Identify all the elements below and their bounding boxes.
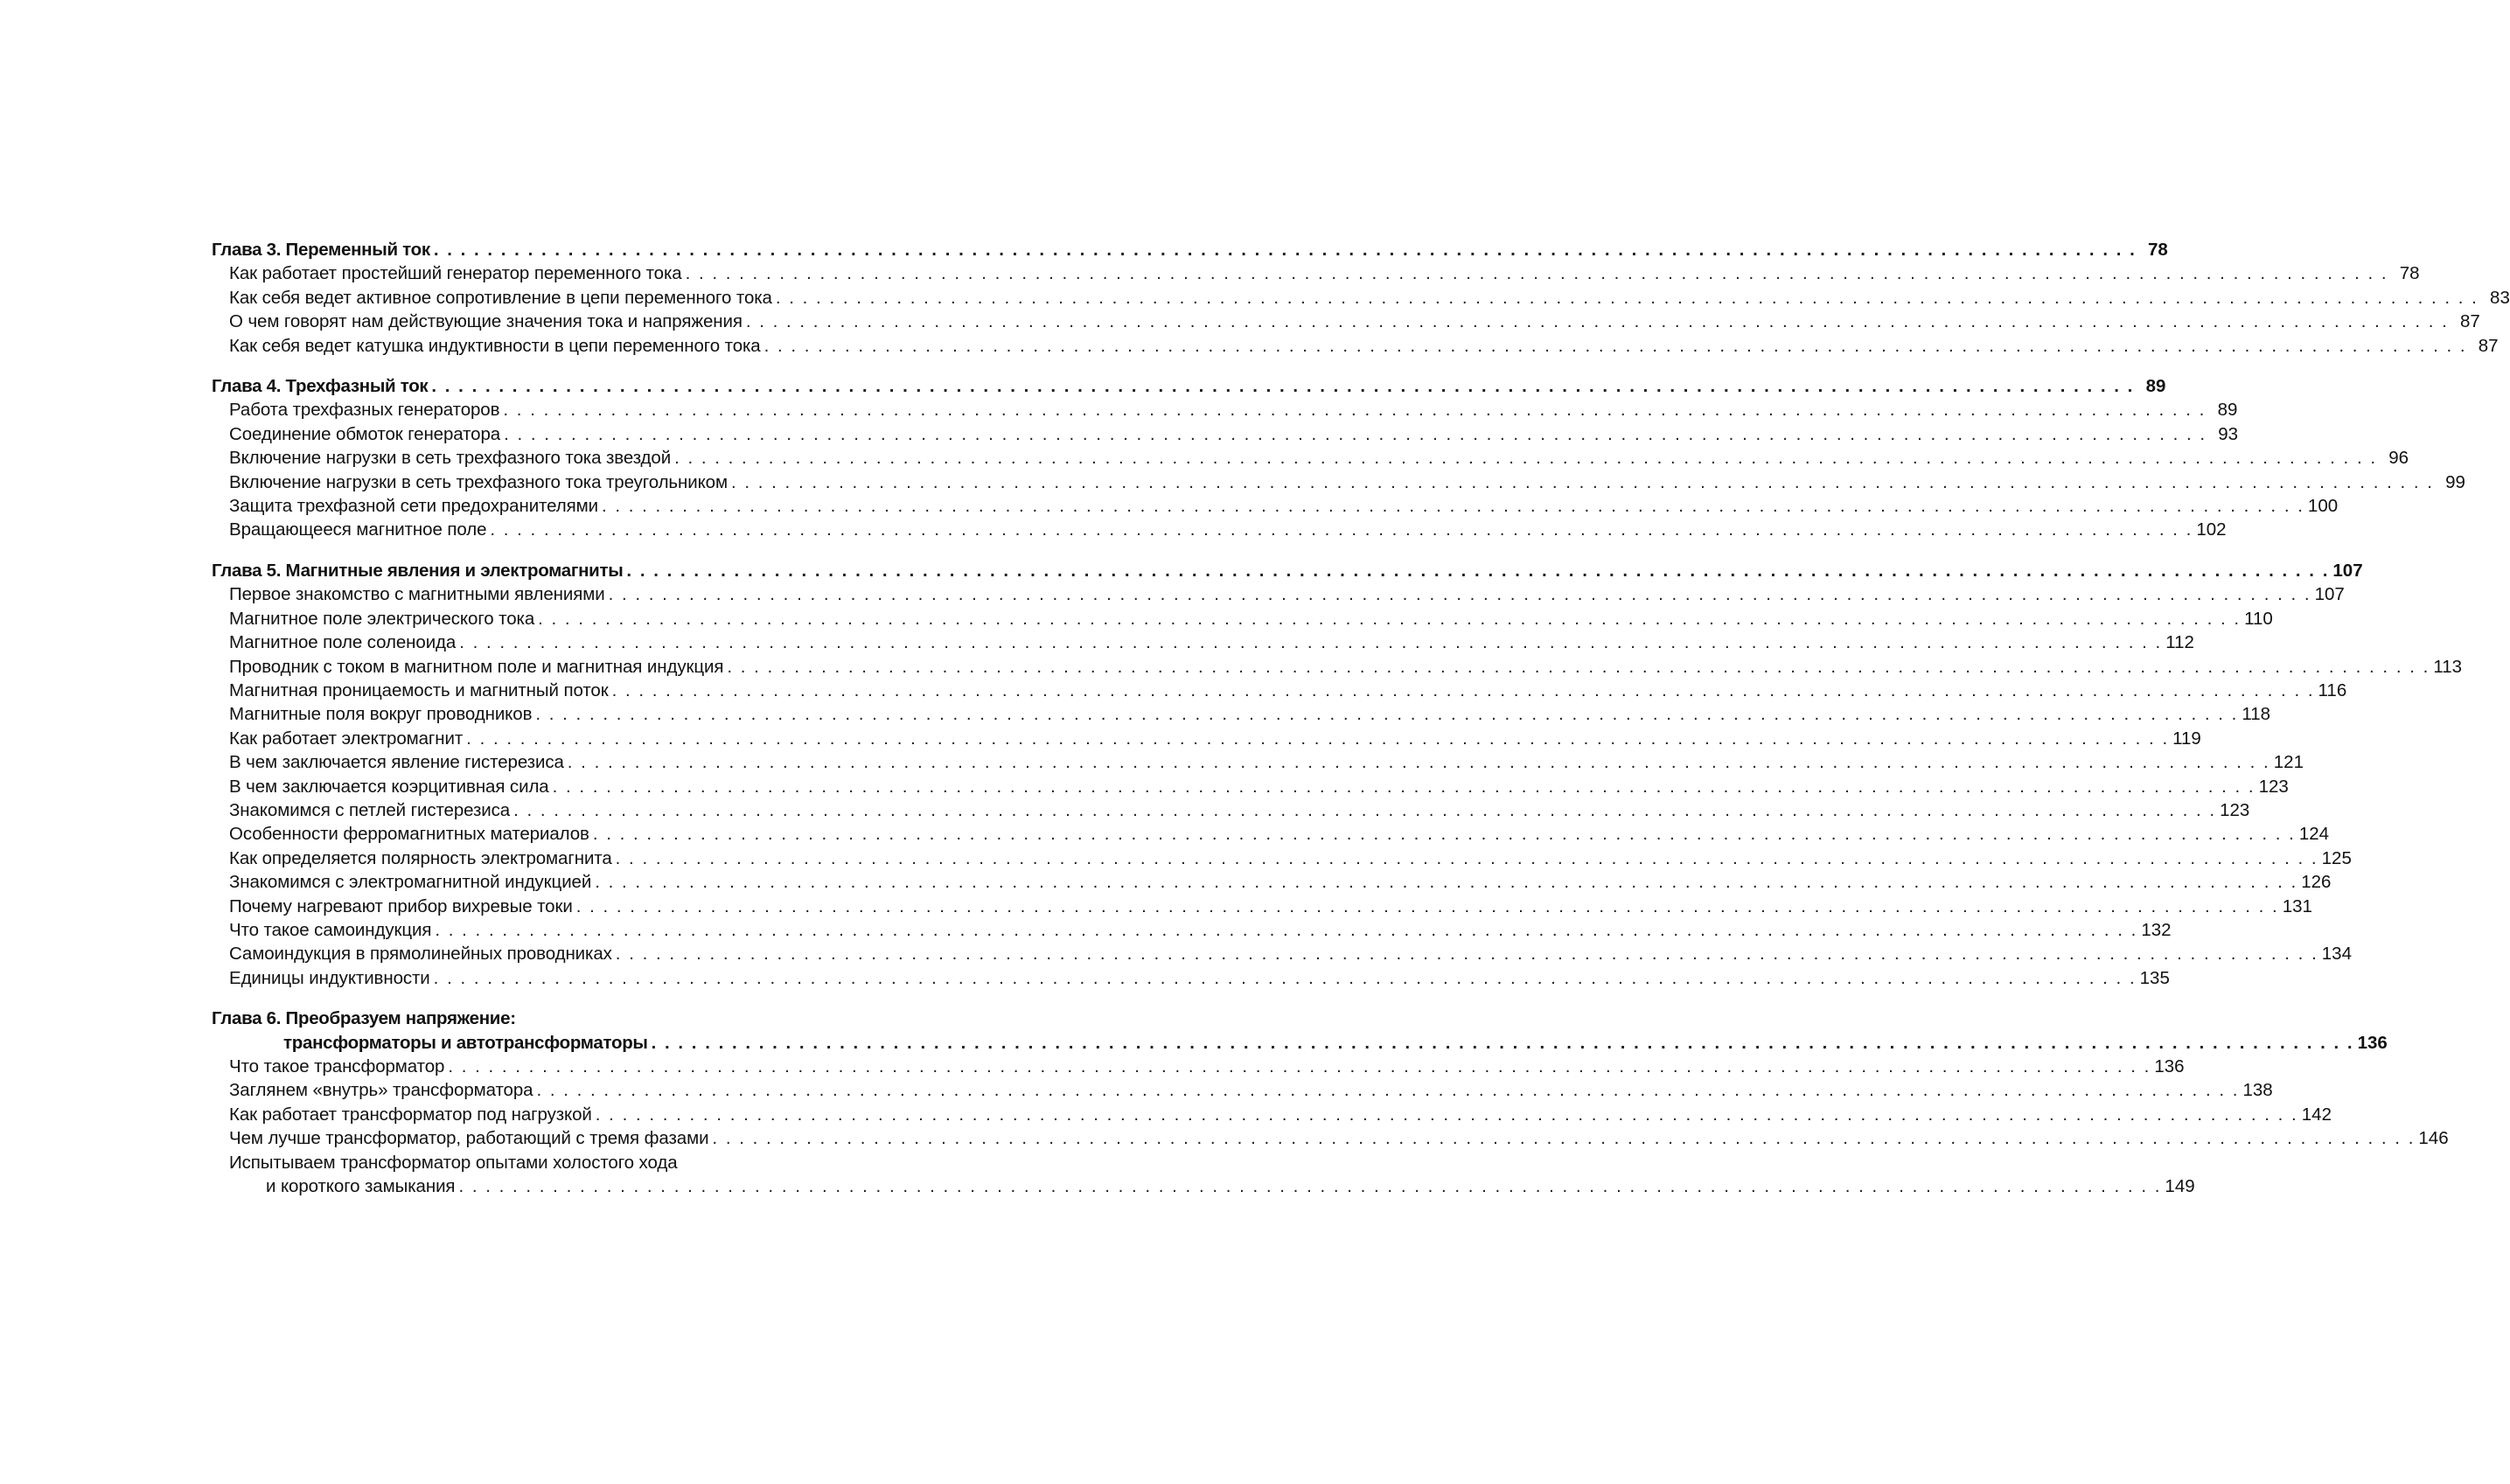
leader-dots xyxy=(431,374,2134,398)
section-title: Испытываем трансформатор опытами холостого хода xyxy=(229,1152,678,1173)
toc-entry xyxy=(212,334,2499,358)
toc-entry xyxy=(212,286,2510,310)
section-title: Соединение обмоток генератора xyxy=(229,423,501,444)
chapter-heading xyxy=(212,1031,2388,1055)
page-number: 99 xyxy=(2445,471,2465,492)
page-number: 87 xyxy=(2460,311,2480,332)
toc-entry xyxy=(212,942,2352,965)
chapter-5 xyxy=(212,559,2462,990)
toc-entry xyxy=(212,966,2170,990)
toc-entry xyxy=(212,1126,2449,1150)
leader-dots xyxy=(435,918,2137,942)
leader-dots xyxy=(626,559,2329,582)
leader-dots xyxy=(674,446,2377,470)
page-number: 100 xyxy=(2307,496,2339,517)
leader-dots xyxy=(616,847,2318,870)
toc-entry xyxy=(212,446,2409,470)
toc-entry xyxy=(212,1078,2273,1102)
page-number: 136 xyxy=(2154,1056,2185,1076)
section-title: Знакомимся с электромагнитной индукцией xyxy=(229,872,592,893)
leader-dots xyxy=(513,798,2216,822)
section-title: Как работает простейший генератор переменного тока xyxy=(229,263,682,284)
chapter-title: Глава 4. Трехфазный ток xyxy=(212,376,429,397)
chapter-3 xyxy=(212,238,2510,358)
section-title: Как себя ведет катушка индуктивности в цепи переменного тока xyxy=(229,335,761,356)
toc-entry xyxy=(212,918,2172,942)
toc-entry xyxy=(212,775,2289,798)
section-title: Вращающееся магнитное поле xyxy=(229,519,487,540)
section-title: Магнитное поле электрического тока xyxy=(229,608,535,629)
leader-dots xyxy=(776,286,2479,310)
leader-dots xyxy=(609,582,2311,606)
toc-entry xyxy=(212,470,2465,494)
leader-dots xyxy=(553,775,2256,798)
page-number: 78 xyxy=(2399,263,2420,284)
section-title: В чем заключается коэрцитивная сила xyxy=(229,776,549,797)
chapter-title-continuation: трансформаторы и автотрансформаторы xyxy=(283,1032,648,1053)
section-title: Заглянем «внутрь» трансформатора xyxy=(229,1080,533,1101)
page-number: 107 xyxy=(2314,584,2345,605)
section-title: Как определяется полярность электромагнита xyxy=(229,847,612,868)
page-number: 119 xyxy=(2172,728,2201,749)
leader-dots xyxy=(448,1055,2151,1078)
page-number: 149 xyxy=(2165,1176,2195,1197)
section-title: Единицы индуктивности xyxy=(229,967,430,988)
toc-entry xyxy=(212,750,2304,774)
page-number: 136 xyxy=(2357,1032,2388,1053)
leader-dots xyxy=(731,470,2434,494)
section-title: Почему нагревают прибор вихревые токи xyxy=(229,895,573,916)
toc-entry xyxy=(212,895,2312,918)
page-number: 93 xyxy=(2218,423,2239,444)
leader-dots xyxy=(568,750,2270,774)
section-title: Что такое самоиндукция xyxy=(229,919,432,940)
toc-entry xyxy=(212,582,2345,606)
page-number: 102 xyxy=(2196,519,2227,540)
section-title: Защита трехфазной сети предохранителями xyxy=(229,496,598,517)
toc-entry xyxy=(212,822,2330,846)
chapter-title: Глава 5. Магнитные явления и электромагниты xyxy=(212,560,624,581)
chapter-heading xyxy=(212,238,2168,261)
toc-entry xyxy=(212,607,2273,631)
toc-entry xyxy=(212,631,2194,654)
leader-dots xyxy=(434,238,2137,261)
leader-dots xyxy=(504,422,2207,446)
leader-dots xyxy=(536,1078,2239,1102)
leader-dots xyxy=(466,727,2169,750)
leader-dots xyxy=(503,398,2206,422)
leader-dots xyxy=(458,1174,2161,1198)
toc-entry xyxy=(212,261,2420,285)
leader-dots xyxy=(535,702,2238,726)
section-title: Особенности ферромагнитных материалов xyxy=(229,824,589,845)
section-title: Магнитная проницаемость и магнитный поток xyxy=(229,679,609,700)
page-number: 116 xyxy=(2318,679,2347,700)
page-number: 121 xyxy=(2273,752,2304,773)
toc-entry xyxy=(212,422,2239,446)
leader-dots xyxy=(727,655,2430,679)
page-number: 138 xyxy=(2242,1080,2273,1101)
page-number: 83 xyxy=(2490,287,2510,308)
leader-dots xyxy=(652,1031,2354,1055)
toc-entry xyxy=(212,727,2201,750)
page-number: 89 xyxy=(2217,400,2238,421)
leader-dots xyxy=(576,895,2279,918)
section-title: Знакомимся с петлей гистерезиса xyxy=(229,799,511,820)
chapter-4 xyxy=(212,374,2465,542)
toc-entry xyxy=(212,518,2227,541)
page-number: 131 xyxy=(2282,895,2312,916)
section-title: Проводник с током в магнитном поле и магнитная индукция xyxy=(229,656,724,677)
page-number: 87 xyxy=(2478,335,2499,356)
leader-dots xyxy=(686,261,2388,285)
page-number: 110 xyxy=(2244,608,2273,629)
page-number: 78 xyxy=(2148,240,2168,260)
page-number: 132 xyxy=(2141,919,2172,940)
section-title: В чем заключается явление гистерезиса xyxy=(229,752,564,773)
leader-dots xyxy=(616,942,2318,965)
section-title: Включение нагрузки в сеть трехфазного тока звездой xyxy=(229,448,672,469)
toc-entry xyxy=(212,1174,2195,1198)
section-title: Включение нагрузки в сеть трехфазного тока треугольником xyxy=(229,471,728,492)
section-title: Как работает трансформатор под нагрузкой xyxy=(229,1104,592,1125)
toc-entry xyxy=(212,702,2271,726)
toc-entry-first-line xyxy=(212,1151,841,1174)
section-title: Как работает электромагнит xyxy=(229,728,464,749)
leader-dots xyxy=(434,966,2137,990)
section-title: Как себя ведет активное сопротивление в цепи переменного тока xyxy=(229,287,772,308)
section-title: Первое знакомство с магнитными явлениями xyxy=(229,584,605,605)
toc-entry xyxy=(212,847,2352,870)
leader-dots xyxy=(596,1103,2298,1126)
section-title: Самоиндукция в прямолинейных проводниках xyxy=(229,944,612,965)
chapter-heading xyxy=(212,374,2166,398)
section-title: Что такое трансформатор xyxy=(229,1056,445,1076)
leader-dots xyxy=(490,518,2193,541)
leader-dots xyxy=(593,822,2296,846)
toc-entry xyxy=(212,310,2480,333)
chapter-heading xyxy=(212,559,2363,582)
page-number: 124 xyxy=(2298,824,2330,845)
page-number: 135 xyxy=(2139,967,2170,988)
toc-entry xyxy=(212,679,2347,702)
leader-dots xyxy=(459,631,2162,654)
section-title-continuation: и короткого замыкания xyxy=(266,1176,456,1197)
toc-entry xyxy=(212,870,2332,894)
page-number: 123 xyxy=(2220,799,2250,820)
section-title: Магнитные поля вокруг проводников xyxy=(229,704,533,725)
toc-entry xyxy=(212,798,2250,822)
leader-dots xyxy=(595,870,2297,894)
page-number: 118 xyxy=(2242,704,2271,725)
page-number: 113 xyxy=(2433,656,2462,677)
leader-dots xyxy=(602,494,2304,518)
page-number: 96 xyxy=(2388,448,2409,469)
chapter-6 xyxy=(212,1007,2449,1198)
section-title: Работа трехфазных генераторов xyxy=(229,400,500,421)
leader-dots xyxy=(612,679,2315,702)
section-title: Магнитное поле соленоида xyxy=(229,632,457,653)
page-number: 89 xyxy=(2145,376,2166,397)
page-number: 134 xyxy=(2321,944,2352,965)
page-number: 126 xyxy=(2301,872,2332,893)
page-number: 107 xyxy=(2332,560,2363,581)
page-number: 125 xyxy=(2321,847,2352,868)
toc-entry xyxy=(212,655,2462,679)
toc-entry xyxy=(212,1055,2185,1078)
chapter-title: Глава 3. Переменный ток xyxy=(212,240,430,260)
leader-dots xyxy=(746,310,2449,333)
toc-entry xyxy=(212,494,2339,518)
page-number: 146 xyxy=(2418,1128,2449,1149)
leader-dots xyxy=(538,607,2241,631)
section-title: О чем говорят нам действующие значения тока и напряжения xyxy=(229,311,743,332)
page-number: 112 xyxy=(2165,632,2194,653)
leader-dots xyxy=(712,1126,2415,1150)
toc-entry xyxy=(212,398,2238,422)
page-number: 123 xyxy=(2258,776,2289,797)
leader-dots xyxy=(764,334,2467,358)
section-title: Чем лучше трансформатор, работающий с тремя фазами xyxy=(229,1128,709,1149)
table-of-contents xyxy=(212,238,2510,1215)
chapter-title-line: Глава 6. Преобразуем напряжение: xyxy=(212,1008,516,1029)
toc-entry xyxy=(212,1103,2332,1126)
page-number: 142 xyxy=(2301,1104,2332,1125)
